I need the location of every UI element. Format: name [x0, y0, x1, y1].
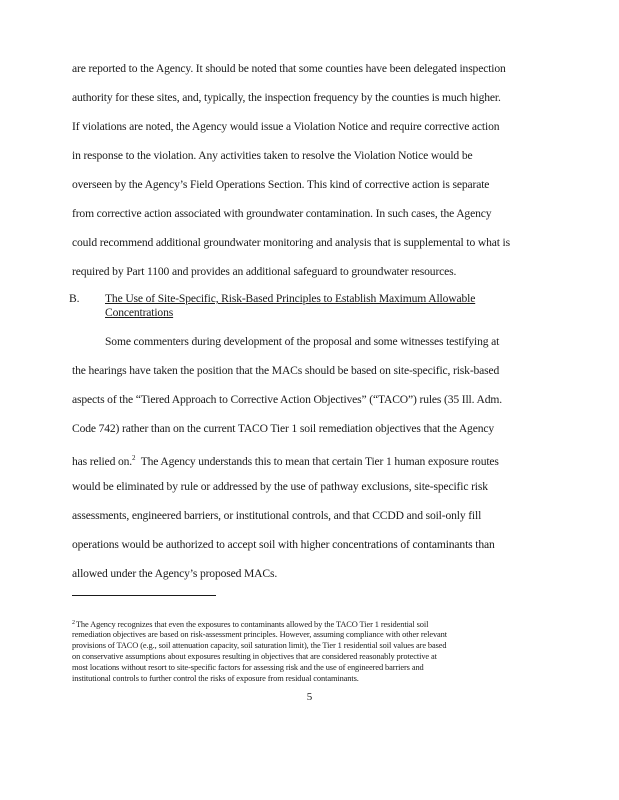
body-line: allowed under the Agency’s proposed MACs.: [72, 567, 278, 580]
body-line: Code 742) rather than on the current TACO Tier 1 soil remediation objectives that the Agency: [72, 422, 494, 435]
body-line: [72, 451, 499, 469]
body-text-segment: has relied on.: [72, 455, 133, 468]
section-title-line: The Use of Site-Specific, Risk-Based Principles to Establish Maximum Allowable: [105, 292, 476, 305]
body-text-segment: The Agency understands this to mean that certain Tier 1 human exposure routes: [135, 455, 499, 468]
body-line: operations would be authorized to accept soil with higher concentrations of contaminants than: [72, 538, 495, 551]
body-line: authority for these sites, and, typically, the inspection frequency by the counties is much higher.: [72, 91, 501, 104]
page-number: 5: [306, 691, 313, 703]
footnote-divider: [72, 595, 216, 596]
body-line: the hearings have taken the position that the MACs should be based on site-specific, risk-based: [72, 364, 500, 377]
body-line: If violations are noted, the Agency would issue a Violation Notice and require corrective action: [72, 120, 500, 133]
body-line: in response to the violation. Any activities taken to resolve the Violation Notice would be: [72, 149, 473, 162]
body-line: assessments, engineered barriers, or institutional controls, and that CCDD and soil-only fill: [72, 509, 482, 522]
footnote-line: remediation objectives are based on risk-assessment principles. However, assuming compliance with other relevant: [72, 630, 447, 639]
footnote-line: most locations without resort to site-specific factors for assessing risk and the use of engineered barriers and: [72, 663, 424, 672]
footnote-marker: 2: [72, 620, 75, 626]
footnote-reference: 2: [132, 454, 136, 462]
body-line: overseen by the Agency’s Field Operations Section. This kind of corrective action is separate: [72, 178, 490, 191]
body-line: would be eliminated by rule or addressed by the use of pathway exclusions, site-specific risk: [72, 480, 488, 493]
body-line: aspects of the “Tiered Approach to Corrective Action Objectives” (“TACO”) rules (35 Ill. Adm.: [72, 393, 502, 406]
section-title-line: Concentrations: [105, 306, 174, 319]
body-line: are reported to the Agency. It should be noted that some counties have been delegated inspection: [72, 62, 506, 75]
section-letter: B.: [69, 292, 80, 305]
body-line: Some commenters during development of the proposal and some witnesses testifying at: [105, 335, 500, 348]
body-line: from corrective action associated with groundwater contamination. In such cases, the Agency: [72, 207, 492, 220]
body-line: could recommend additional groundwater monitoring and analysis that is supplemental to what is: [72, 236, 510, 249]
footnote-text: The Agency recognizes that even the exposures to contaminants allowed by the TACO Tier 1 residential soil: [75, 620, 429, 629]
footnote-line: provisions of TACO (e.g., soil attenuation capacity, soil saturation limit), the Tier 1 residential soil values are based: [72, 641, 447, 650]
footnote-line: institutional controls to further control the risks of exposure from residual contaminants.: [72, 674, 359, 683]
footnote-line: on conservative assumptions about exposures resulting in objectives that are considered reasonably protective at: [72, 652, 437, 661]
body-line: required by Part 1100 and provides an additional safeguard to groundwater resources.: [72, 265, 457, 278]
